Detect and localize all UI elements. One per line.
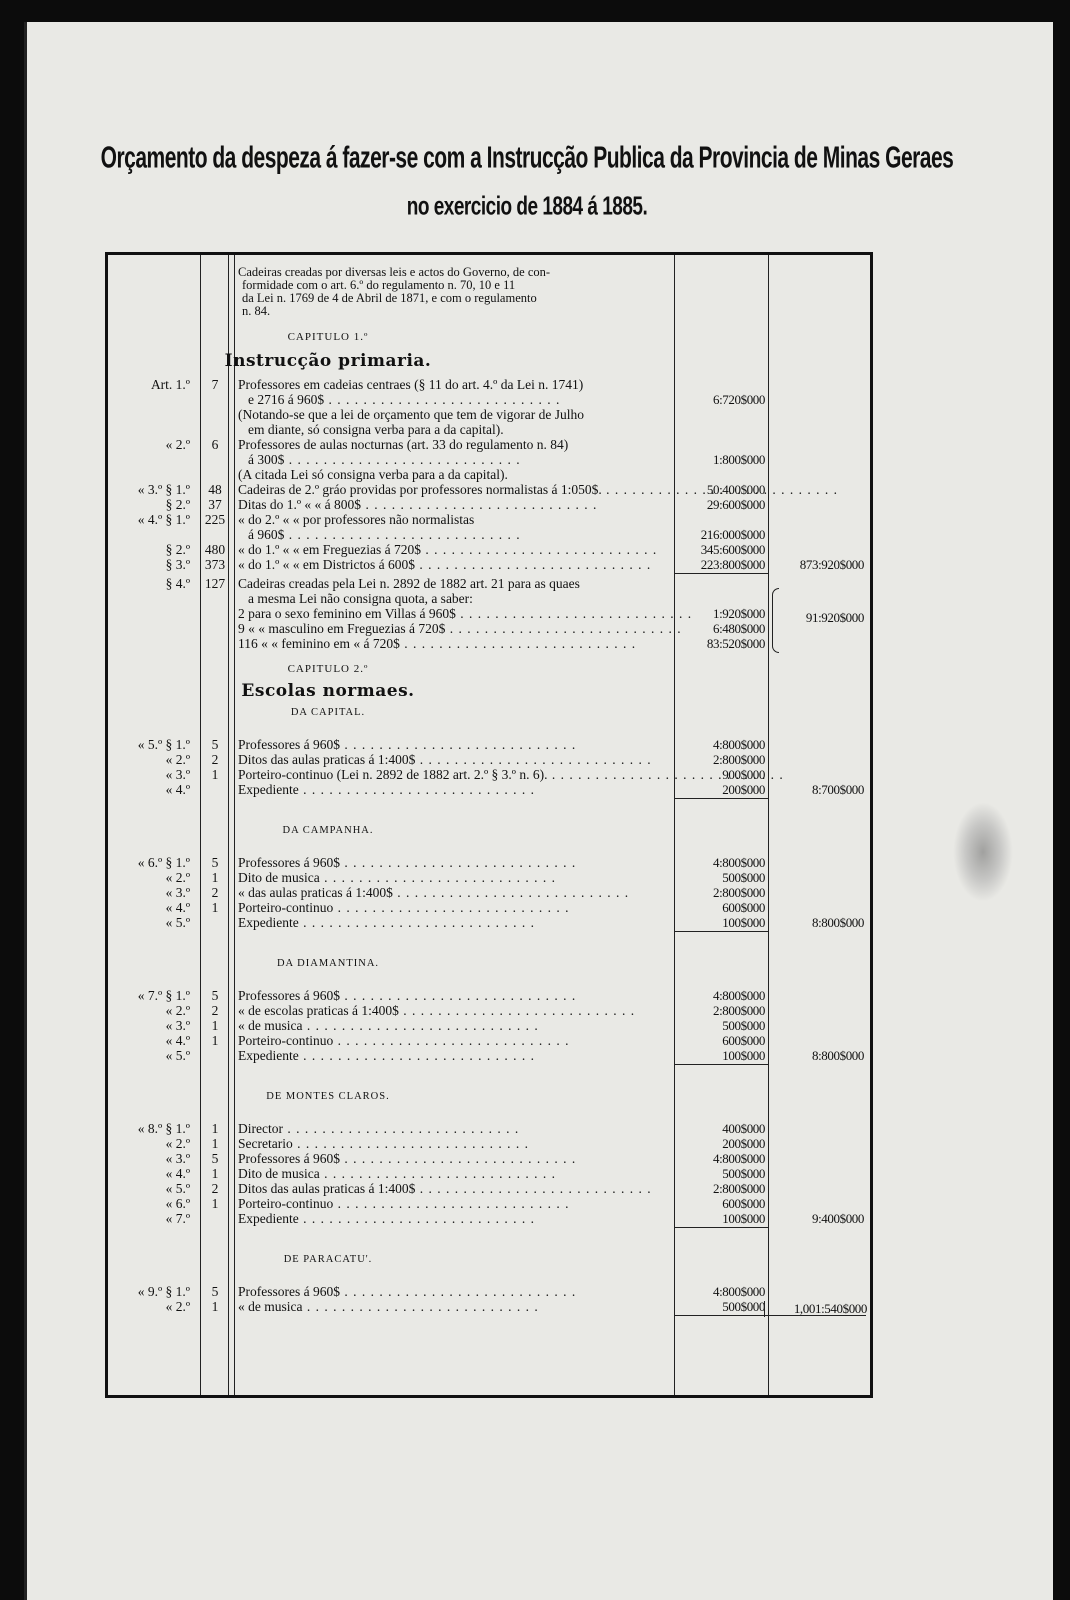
section-heading: Escolas normaes. [241,681,415,701]
article-ref: § 2.º [165,497,190,512]
item-description: Expediente . . . [238,1048,535,1063]
article-ref: « 3.º [165,1018,190,1033]
item-description: e 2716 á 960$ . . . [248,392,560,407]
article-ref: « 2.º [165,1003,190,1018]
article-ref: « 5.º [165,1181,190,1196]
article-ref: « 5.º § 1.º [137,737,190,752]
article-ref: « 4.º [165,1033,190,1048]
item-description: Expediente . . . [238,915,535,930]
article-ref: « 4.º [165,782,190,797]
item-description: (A citada Lei só consigna verba para a da capital). [238,467,508,482]
subtotal: 8:800$000 [811,1048,864,1063]
quantity: 1 [211,1166,219,1181]
amount: 2:800$000 [712,1003,765,1018]
item-description: « do 1.º « « em Districtos á 600$ . . . [238,557,651,572]
item-description: (Notando-se que a lei de orçamento que tem de vigorar de Julho [238,407,585,422]
quantity: 225 [204,512,226,527]
article-ref: « 8.º § 1.º [137,1121,190,1136]
article-ref: « 6.º § 1.º [137,855,190,870]
item-description: « do 1.º « « em Freguezias á 720$ . . . [238,542,657,557]
subtotal: 8:800$000 [811,915,864,930]
article-ref: « 7.º [165,1211,190,1226]
item-description: a mesma Lei não consigna quota, a saber: [248,591,473,606]
item-description: Director . . . [238,1121,519,1136]
item-description: Expediente . . . [238,782,535,797]
quantity: 1 [211,870,219,885]
subtotal: 9:400$000 [811,1211,864,1226]
grand-total: 1,001:540$000 [764,1301,867,1317]
quantity: 7 [211,377,219,392]
amount: 29:600$000 [706,497,765,512]
document-page [24,22,1053,1600]
item-description: 2 para o sexo feminino em Villas á 960$ . . . [238,606,692,621]
amount: 6:480$000 [712,621,765,636]
item-description: Dito de musica . . . [238,870,556,885]
school-name: DA DIAMANTINA. [276,958,380,969]
quantity: 1 [211,1136,219,1151]
column-divider [674,255,675,1395]
quantity: 373 [204,557,226,572]
school-name: DE PARACATU'. [283,1254,373,1265]
article-ref: « 4.º [165,900,190,915]
amount: 400$000 [722,1121,765,1136]
article-ref: « 3.º § 1.º [137,482,190,497]
amount: 100$000 [722,1048,765,1063]
amount: 100$000 [722,915,765,930]
amount: 2:800$000 [712,1181,765,1196]
amount: 500$000 [722,1166,765,1181]
quantity: 1 [211,767,219,782]
quantity: 5 [211,855,219,870]
article-ref: « 5.º [165,1048,190,1063]
quantity: 5 [211,1284,219,1299]
quantity: 127 [204,576,226,591]
article-ref: « 2.º [165,752,190,767]
item-description: Professores de aulas nocturnas (art. 33 do regulamento n. 84) [238,437,569,452]
amount: 4:800$000 [712,1284,765,1299]
article-ref: « 9.º § 1.º [137,1284,190,1299]
amount: 216:000$000 [700,527,765,542]
quantity: 2 [211,1181,219,1196]
article-ref: « 7.º § 1.º [137,988,190,1003]
item-description: « de escolas praticas á 1:400$ . . . [238,1003,635,1018]
item-description: Porteiro-continuo . . . [238,1196,569,1211]
sum-rule [674,798,768,799]
quantity: 5 [211,1151,219,1166]
article-ref: § 2.º [165,542,190,557]
article-ref: § 3.º [165,557,190,572]
item-description: Professores á 960$ . . . [238,1284,576,1299]
item-description: Professores á 960$ . . . [238,737,576,752]
amount: 50:400$000 [706,482,765,497]
intro-line: Cadeiras creadas por diversas leis e actos do Governo, de con- [238,265,551,279]
item-description: 116 « « feminino em « á 720$ . . . [238,636,636,651]
item-description: Ditas do 1.º « « á 800$ . . . [238,497,597,512]
article-ref: « 2.º [165,1136,190,1151]
amount: 900$000 [722,767,765,782]
article-ref: « 4.º § 1.º [137,512,190,527]
quantity: 1 [211,1121,219,1136]
quantity: 2 [211,752,219,767]
item-description: Professores á 960$ . . . [238,855,576,870]
quantity: 48 [208,482,222,497]
subtotal: 873:920$000 [799,557,864,572]
budget-table [105,252,873,1398]
article-ref: Art. 1.º [150,377,190,392]
section-heading: Instrucção primaria. [224,351,432,371]
quantity: 37 [208,497,222,512]
item-description: em diante, só consigna verba para a da capital). [248,422,504,437]
quantity: 1 [211,900,219,915]
item-description: « das aulas praticas á 1:400$ . . . [238,885,629,900]
item-description: Cadeiras de 2.º gráo providas por professores normalistas á 1:050$. . . . [238,482,838,497]
amount: 4:800$000 [712,1151,765,1166]
article-ref: « 3.º [165,885,190,900]
document-subtitle: no exercicio de 1884 á 1885. [406,193,648,222]
document-title: Orçamento da despeza á fazer-se com a Instrucção Publica da Provincia de Minas Geraes [100,141,954,175]
amount: 200$000 [722,1136,765,1151]
amount: 1:800$000 [712,452,765,467]
amount: 1:920$000 [712,606,765,621]
amount: 500$000 [722,1299,765,1314]
sum-rule [674,573,768,574]
amount: 4:800$000 [712,988,765,1003]
quantity: 2 [211,885,219,900]
amount: 345:600$000 [700,542,765,557]
article-ref: « 6.º [165,1196,190,1211]
page-fold-shadow [953,802,1013,902]
item-description: 9 « « masculino em Freguezias á 720$ . . . [238,621,682,636]
item-description: Professores em cadeias centraes (§ 11 do art. 4.º da Lei n. 1741) [238,377,584,392]
amount: 500$000 [722,1018,765,1033]
article-ref: « 2.º [165,870,190,885]
quantity: 480 [204,542,226,557]
amount: 2:800$000 [712,752,765,767]
item-description: Porteiro-continuo . . . [238,1033,569,1048]
item-description: Porteiro-continuo . . . [238,900,569,915]
sum-rule [674,931,768,932]
sum-rule [674,1064,768,1065]
item-description: á 960$ . . . [248,527,521,542]
intro-line: da Lei n. 1769 de 4 de Abril de 1871, e com o regulamento [242,291,537,305]
amount: 83:520$000 [706,636,765,651]
quantity: 1 [211,1033,219,1048]
article-ref: § 4.º [165,576,190,591]
article-ref: « 3.º [165,767,190,782]
item-description: Professores á 960$ . . . [238,988,576,1003]
quantity: 1 [211,1196,219,1211]
quantity: 1 [211,1018,219,1033]
intro-line: formidade com o art. 6.º do regulamento n. 70, 10 e 11 [242,278,516,292]
sum-rule [674,1315,768,1316]
article-ref: « 4.º [165,1166,190,1181]
item-description: Cadeiras creadas pela Lei n. 2892 de 1882 art. 21 para as quaes [238,576,580,591]
article-ref: « 3.º [165,1151,190,1166]
intro-line: n. 84. [242,304,271,318]
item-description: Expediente . . . [238,1211,535,1226]
item-description: Professores á 960$ . . . [238,1151,576,1166]
item-description: á 300$ . . . [248,452,521,467]
item-description: Porteiro-continuo (Lei n. 2892 de 1882 art. 2.º § 3.º n. 6). . . . [238,767,784,782]
quantity: 5 [211,737,219,752]
quantity: 2 [211,1003,219,1018]
amount: 600$000 [722,1033,765,1048]
quantity: 1 [211,1299,219,1314]
item-description: Ditos das aulas praticas á 1:400$ . . . [238,752,652,767]
article-ref: « 2.º [165,437,190,452]
amount: 4:800$000 [712,737,765,752]
school-name: DA CAPITAL. [290,707,366,718]
amount: 200$000 [722,782,765,797]
item-description: Dito de musica . . . [238,1166,556,1181]
sum-rule [674,1227,768,1228]
item-description: « de musica . . . [238,1018,539,1033]
article-ref: « 5.º [165,915,190,930]
subtotal: 91:920$000 [805,610,864,625]
article-ref: « 2.º [165,1299,190,1314]
school-name: DE MONTES CLAROS. [266,1091,390,1102]
item-description: Ditos das aulas praticas á 1:400$ . . . [238,1181,652,1196]
amount: 6:720$000 [712,392,765,407]
amount: 2:800$000 [712,885,765,900]
amount: 600$000 [722,1196,765,1211]
item-description: « do 2.º « « por professores não normalistas [238,512,475,527]
item-description: Secretario . . . [238,1136,529,1151]
quantity: 6 [211,437,219,452]
amount: 100$000 [722,1211,765,1226]
amount: 500$000 [722,870,765,885]
chapter-label: CAPITULO 2.º [287,663,369,675]
amount: 600$000 [722,900,765,915]
subtotal: 8:700$000 [811,782,864,797]
school-name: DA CAMPANHA. [282,825,374,836]
chapter-label: CAPITULO 1.º [287,331,369,343]
amount: 223:800$000 [700,557,765,572]
quantity: 5 [211,988,219,1003]
amount: 4:800$000 [712,855,765,870]
item-description: « de musica . . . [238,1299,539,1314]
